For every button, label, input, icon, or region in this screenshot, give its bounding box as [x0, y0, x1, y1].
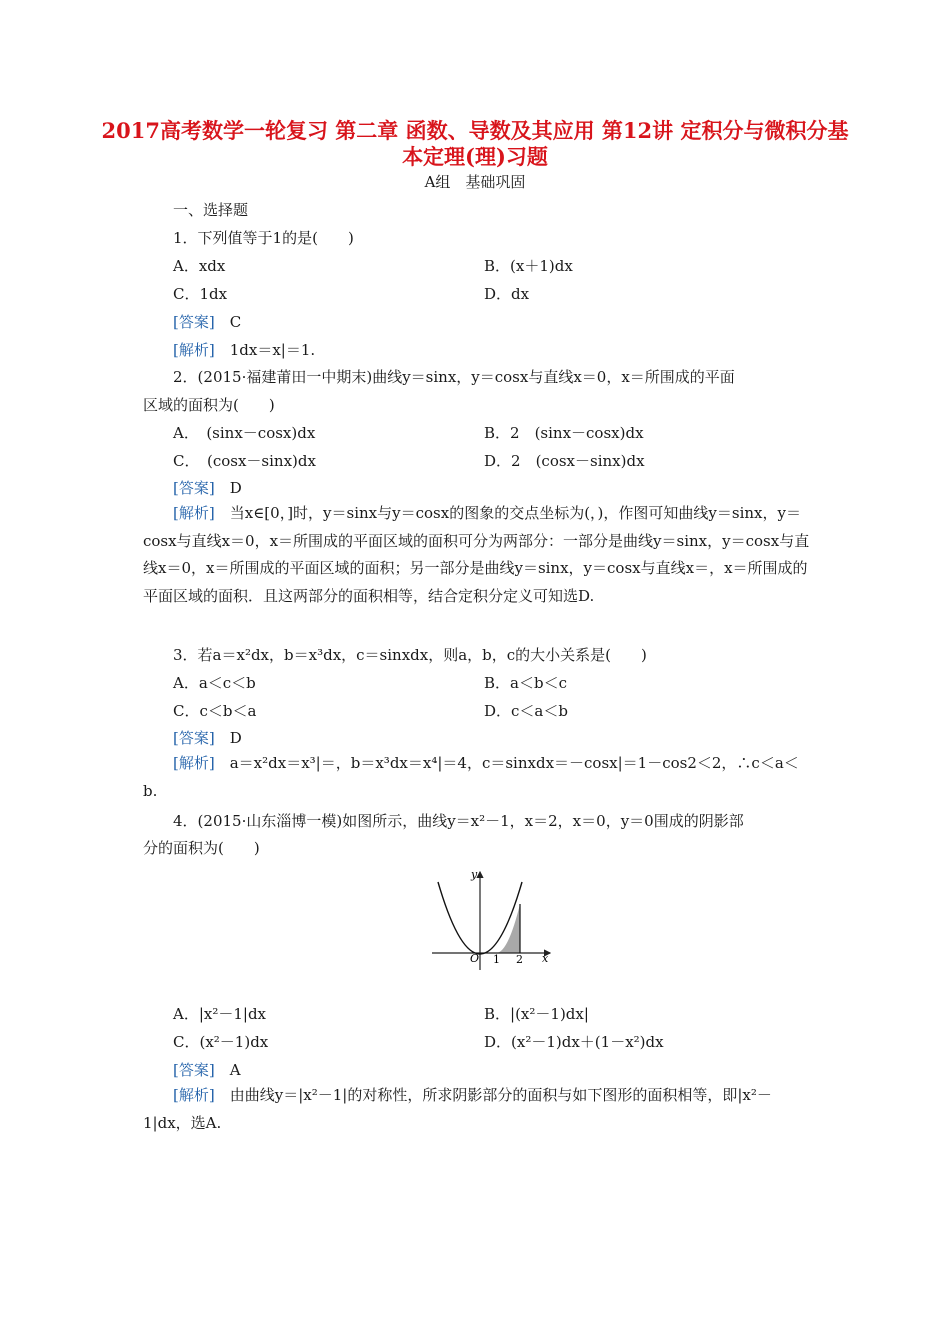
q3-analysis-paragraph — [143, 750, 811, 805]
q3-option-a: A．a＜c＜b — [173, 674, 256, 692]
x-axis-label: x — [542, 952, 549, 965]
q2-option-b: B．2 (sinx－cosx)dx — [484, 424, 644, 442]
q1-option-a: A．xdx — [173, 257, 226, 275]
q1-option-c: C．1dx — [173, 285, 228, 303]
answer-tag: [答案] — [173, 729, 215, 747]
y-axis-label: y — [471, 868, 478, 881]
q3-answer-row — [173, 728, 242, 748]
q3-option-d: D．c＜a＜b — [484, 702, 568, 720]
analysis-tag: [解析] — [173, 1086, 215, 1104]
analysis-tag: [解析] — [173, 504, 215, 522]
q2-analysis: 当x∈[0，]时，y＝sinx与y＝cosx的图象的交点坐标为(，)，作图可知曲线y＝sinx，y＝cosx与直线x＝0，x＝所围成的平面区域的面积可分为两部分：一部分是曲线y＝sinx，y＝cosx与直线x＝0，x＝所围成的平面区域的面积；另一部分是曲线y＝sinx，y＝cosx与直线x＝，x＝所围成的平面区域的面积．且这两部分的面积相等，结合定积分定义可知选D. — [143, 504, 810, 606]
q3-analysis: a＝x²dx＝x³|＝，b＝x³dx＝x⁴|＝4，c＝sinxdx＝－cosx|＝1－cos2＜2，∴c＜a＜b. — [143, 754, 799, 800]
q3-option-b: B．a＜b＜c — [484, 674, 567, 692]
shaded-region — [496, 904, 520, 953]
origin-label: O — [470, 952, 480, 965]
q3-answer: D — [229, 729, 242, 747]
q4-option-b: B．|(x²－1)dx| — [484, 1005, 589, 1023]
q2-option-d: D．2 (cosx－sinx)dx — [484, 452, 645, 470]
q3-option-c: C．c＜b＜a — [173, 702, 257, 720]
answer-tag: [答案] — [173, 1061, 215, 1079]
q1-option-d: D．dx — [484, 285, 530, 303]
answer-tag: [答案] — [173, 479, 215, 497]
q1-option-b: B．(x＋1)dx — [484, 257, 573, 275]
q4-option-a: A．|x²－1|dx — [173, 1005, 267, 1023]
q4-option-d: D．(x²－1)dx＋(1－x²)dx — [484, 1033, 664, 1051]
q2-answer: D — [229, 479, 242, 497]
tick-label-2: 2 — [516, 953, 523, 966]
q1-answer: C — [229, 313, 242, 331]
analysis-tag: [解析] — [173, 754, 215, 772]
q4-analysis: 由曲线y＝|x²－1|的对称性，所求阴影部分的面积与如下图形的面积相等，即|x²－1|dx，选A. — [143, 1086, 772, 1132]
q4-stem-line2: 分的面积为( ) — [143, 839, 260, 857]
q2-option-a: A． (sinx－cosx)dx — [173, 424, 316, 442]
analysis-tag: [解析] — [173, 341, 215, 359]
q1-analysis: 1dx＝x|＝1. — [229, 341, 316, 359]
q4-analysis-paragraph — [143, 1082, 811, 1137]
q2-analysis-paragraph — [143, 500, 811, 611]
answer-tag: [答案] — [173, 313, 215, 331]
document-title: 2017高考数学一轮复习 第二章 函数、导数及其应用 第12讲 定积分与微积分基本定理(理)习题 — [101, 118, 849, 169]
section-heading: 一、选择题 — [173, 201, 249, 219]
q2-stem-line2: 区域的面积为( ) — [143, 396, 275, 414]
q3-stem: 3．若a＝x²dx，b＝x³dx，c＝sinxdx，则a，b，c的大小关系是( ) — [173, 646, 647, 664]
q4-answer-row — [173, 1060, 241, 1080]
q1-answer-row — [173, 312, 241, 332]
parabola-graph — [428, 866, 556, 974]
q1-analysis-row — [173, 340, 315, 360]
q2-stem-line1: 2．(2015·福建莆田一中期末)曲线y＝sinx，y＝cosx与直线x＝0，x＝所围成的平面 — [173, 368, 735, 386]
q2-option-c: C． (cosx－sinx)dx — [173, 452, 316, 470]
q4-option-c: C．(x²－1)dx — [173, 1033, 269, 1051]
q2-answer-row — [173, 478, 242, 498]
q4-answer: A — [229, 1061, 241, 1079]
group-heading: A组 基础巩固 — [424, 173, 526, 191]
q4-stem-line1: 4．(2015·山东淄博一模)如图所示，曲线y＝x²－1，x＝2，x＝0，y＝0围成的阴影部 — [173, 812, 744, 830]
q1-stem: 1．下列值等于1的是( ) — [173, 229, 354, 247]
tick-label-1: 1 — [493, 953, 500, 966]
